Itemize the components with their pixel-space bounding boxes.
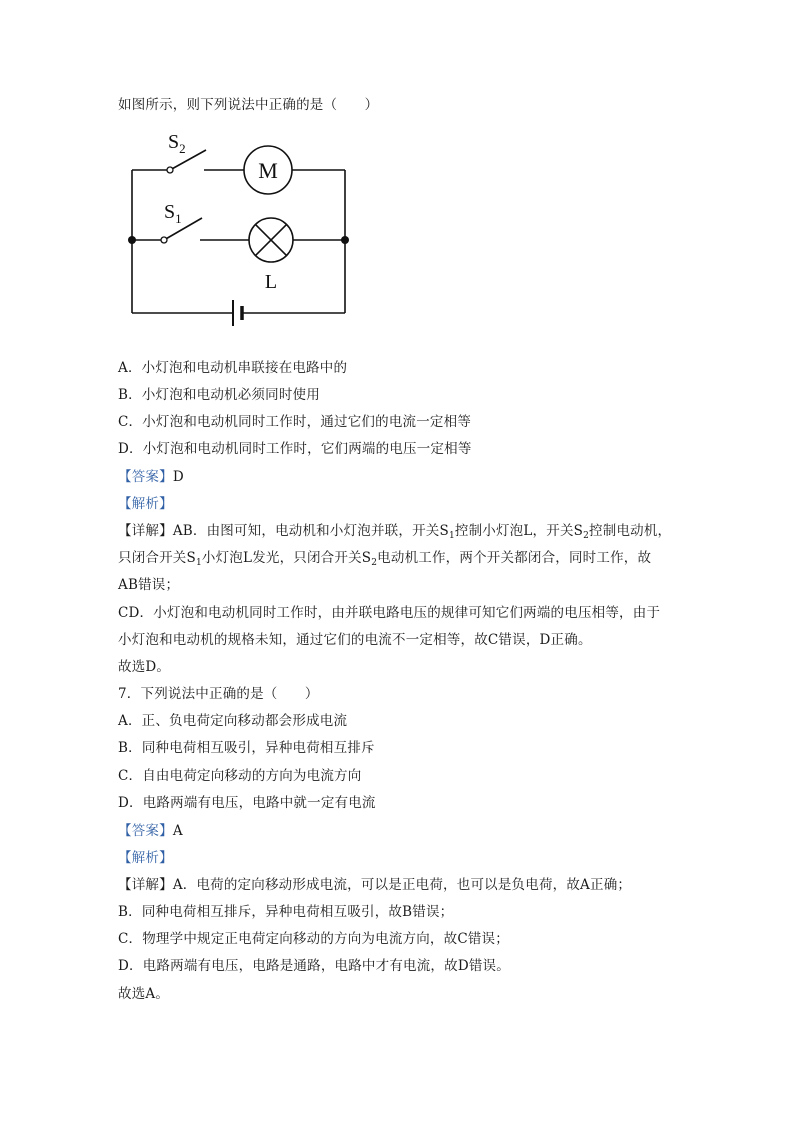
q7-analysis-tag: 【解析】	[118, 850, 173, 866]
q7-detail-tag: 【详解】	[118, 877, 173, 893]
q7-detail-5: 故选A。	[118, 986, 170, 1002]
q6-detail-2: 只闭合开关$S_1$小灯泡L发光，只闭合开关$S_2$电动机工作，两个开关都闭合，同时工作，故	[118, 550, 652, 568]
label-s2: $S_2$	[168, 131, 186, 156]
q6-analysis-tag: 【解析】	[118, 496, 173, 512]
label-motor: M	[258, 158, 278, 183]
q6-analysis-line	[118, 494, 173, 514]
q7-answer-line	[118, 821, 183, 841]
q6-answer-line	[118, 467, 184, 487]
q6-option-d: D．小灯泡和电动机同时工作时，它们两端的电压一定相等	[118, 441, 472, 457]
q6-detail-tag: 【详解】	[118, 523, 173, 539]
lamp-symbol	[249, 218, 293, 262]
q7-stem: 7．下列说法中正确的是（ ）	[118, 686, 319, 702]
junction-left	[128, 236, 136, 244]
q7-detail-2: B．同种电荷相互排斥，异种电荷相互吸引，故B错误；	[118, 904, 454, 920]
q6-option-c: C．小灯泡和电动机同时工作时，通过它们的电流一定相等	[118, 414, 472, 430]
junction-right	[341, 236, 349, 244]
q7-analysis-line	[118, 848, 173, 868]
battery-symbol	[233, 300, 242, 326]
label-lamp: L	[264, 271, 278, 293]
q7-answer: A	[172, 823, 183, 839]
q6-detail-4: CD．小灯泡和电动机同时工作时，由并联电路电压的规律可知它们两端的电压相等，由于	[118, 605, 661, 621]
q6-detail-6: 故选D。	[118, 659, 171, 675]
q7-option-d: D．电路两端有电压，电路中就一定有电流	[118, 795, 376, 811]
label-s1: $S_1$	[164, 201, 182, 226]
switch-s2-contact	[167, 167, 173, 173]
q6-option-b: B．小灯泡和电动机必须同时使用	[118, 387, 320, 403]
q6-stem: 如图所示，则下列说法中正确的是（ ）	[118, 97, 379, 113]
q7-detail-3: C．物理学中规定正电荷定向移动的方向为电流方向，故C错误；	[118, 931, 509, 947]
q7-option-a: A．正、负电荷定向移动都会形成电流	[118, 713, 348, 729]
q7-answer-tag: 【答案】	[118, 823, 173, 839]
q6-option-a: A．小灯泡和电动机串联接在电路中的	[118, 360, 348, 376]
q6-detail-1: 【详解】AB．由图可知，电动机和小灯泡并联，开关$S_1$控制小灯泡L，开关$S_2$控制电动机，	[118, 523, 672, 541]
q7-option-c: C．自由电荷定向移动的方向为电流方向	[118, 768, 362, 784]
q7-detail-1: 【详解】A．电荷的定向移动形成电流，可以是正电荷，也可以是负电荷，故A正确；	[118, 877, 632, 893]
circuit-diagram	[118, 122, 358, 334]
q7-option-b: B．同种电荷相互吸引，异种电荷相互排斥	[118, 740, 375, 756]
q6-detail-5: 小灯泡和电动机的规格未知，通过它们的电流不一定相等，故C错误，D正确。	[118, 632, 592, 648]
switch-s1-contact	[161, 237, 167, 243]
q6-answer-tag: 【答案】	[118, 469, 173, 485]
q6-detail-3: AB错误；	[118, 577, 180, 593]
q7-detail-4: D．电路两端有电压，电路是通路，电路中才有电流，故D错误。	[118, 958, 510, 974]
q6-answer: D	[172, 469, 184, 485]
